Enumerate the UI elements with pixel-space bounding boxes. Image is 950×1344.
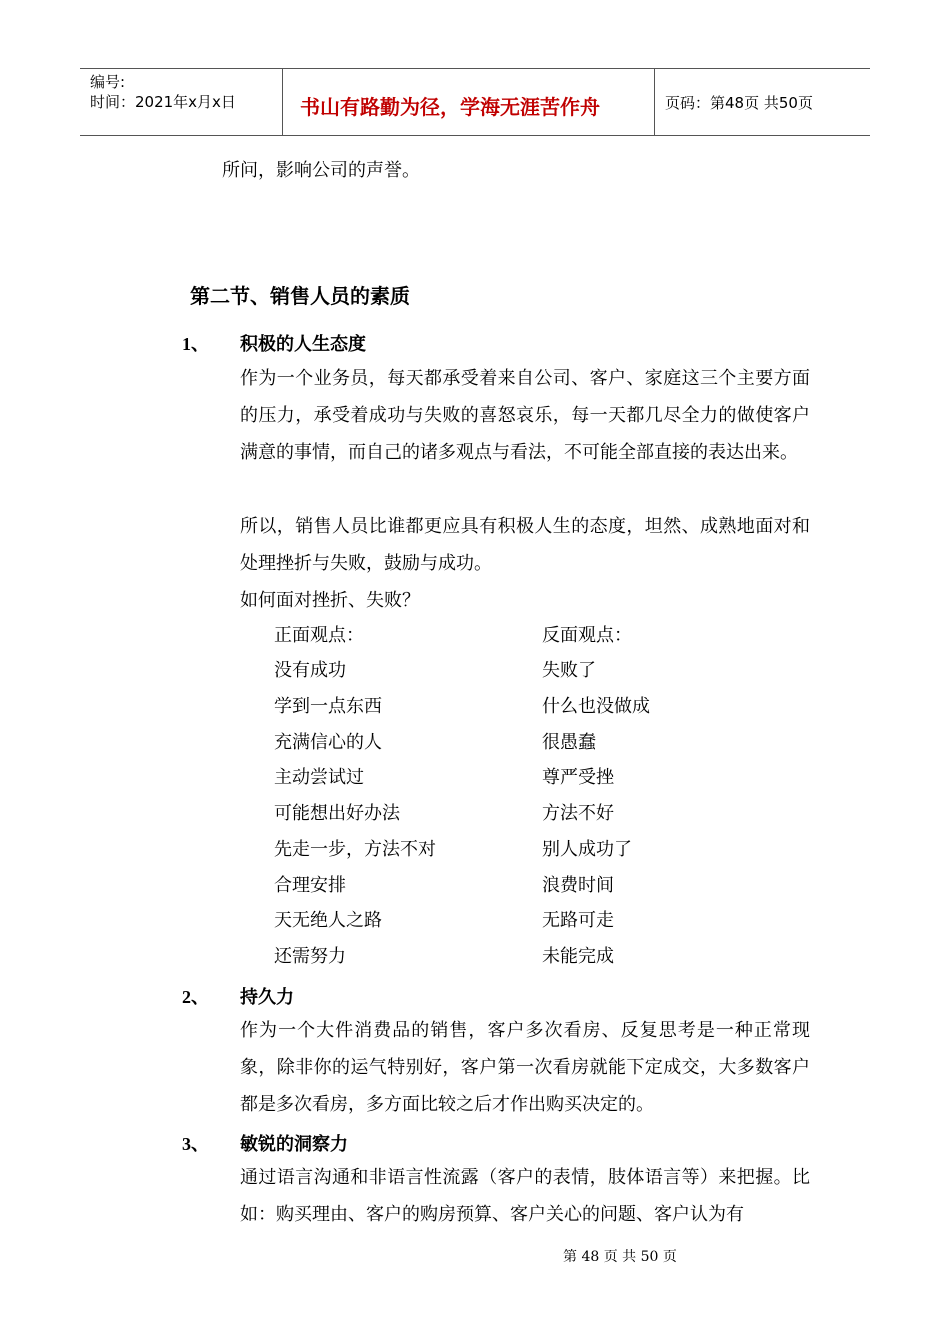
comparison-row	[274, 689, 814, 725]
comparison-negative: 别人成功了	[542, 839, 632, 860]
item-3-number: 3、	[182, 1134, 209, 1154]
comparison-row	[274, 725, 814, 761]
comparison-row	[274, 903, 814, 939]
comparison-row	[274, 939, 814, 975]
item-1-paragraph-3: 如何面对挫折、失败？	[240, 590, 420, 611]
comparison-negative: 很愚蠢	[542, 732, 596, 753]
comparison-right-header: 反面观点：	[542, 625, 632, 646]
comparison-header-row	[274, 618, 814, 654]
header-time-label: 时间：2021年x月x日	[90, 93, 236, 111]
header-bottom-border	[80, 135, 870, 136]
comparison-negative: 什么也没做成	[542, 696, 650, 717]
header-number-label: 编号:	[90, 73, 126, 91]
item-2-number: 2、	[182, 987, 209, 1007]
comparison-positive: 学到一点东西	[274, 696, 382, 717]
section-title: 第二节、销售人员的素质	[190, 284, 410, 308]
comparison-positive: 还需努力	[274, 946, 346, 967]
header-top-border	[80, 68, 870, 69]
comparison-negative: 尊严受挫	[542, 767, 614, 788]
comparison-negative: 失败了	[542, 660, 596, 681]
comparison-row	[274, 868, 814, 904]
comparison-positive: 没有成功	[274, 660, 346, 681]
page-footer: 第 48 页 共 50 页	[563, 1249, 677, 1265]
item-2-paragraph-1: 作为一个大件消费品的销售，客户多次看房、反复思考是一种正常现象，除非你的运气特别好，客户第一次看房就能下定成交，大多数客户都是多次看房，多方面比较之后才作出购买决定的。	[240, 1020, 810, 1115]
comparison-row	[274, 653, 814, 689]
intro-line: 所问，影响公司的声誉。	[222, 160, 420, 181]
header-motto: 书山有路勤为径，学海无涯苦作舟	[300, 95, 600, 119]
comparison-negative: 无路可走	[542, 910, 614, 931]
header-page-label: 页码：第48页 共50页	[665, 94, 813, 112]
comparison-positive: 主动尝试过	[274, 767, 364, 788]
item-3-title: 敏锐的洞察力	[240, 1134, 348, 1155]
comparison-positive: 天无绝人之路	[274, 910, 382, 931]
item-1-paragraph-1: 作为一个业务员，每天都承受着来自公司、客户、家庭这三个主要方面的压力，承受着成功与失败的喜怒哀乐，每一天都几尽全力的做使客户满意的事情，而自己的诸多观点与看法，不可能全部直接的表达出来。	[240, 368, 810, 463]
comparison-negative: 浪费时间	[542, 875, 614, 896]
comparison-left-header: 正面观点：	[274, 625, 364, 646]
comparison-positive: 充满信心的人	[274, 732, 382, 753]
header-divider-right	[654, 68, 655, 136]
comparison-row	[274, 832, 814, 868]
comparison-negative: 方法不好	[542, 803, 614, 824]
comparison-row	[274, 760, 814, 796]
comparison-positive: 可能想出好办法	[274, 803, 400, 824]
item-1-paragraph-2: 所以，销售人员比谁都更应具有积极人生的态度，坦然、成熟地面对和处理挫折与失败，鼓励与成功。	[240, 516, 810, 574]
comparison-positive: 先走一步，方法不对	[274, 839, 436, 860]
item-1-number: 1、	[182, 334, 209, 354]
comparison-negative: 未能完成	[542, 946, 614, 967]
header-divider-left	[282, 68, 283, 136]
item-2-title: 持久力	[240, 987, 294, 1008]
item-1-title: 积极的人生态度	[240, 334, 366, 355]
comparison-row	[274, 796, 814, 832]
item-3-paragraph-1: 通过语言沟通和非语言性流露（客户的表情，肢体语言等）来把握。比如：购买理由、客户的购房预算、客户关心的问题、客户认为有	[240, 1167, 810, 1225]
comparison-positive: 合理安排	[274, 875, 346, 896]
